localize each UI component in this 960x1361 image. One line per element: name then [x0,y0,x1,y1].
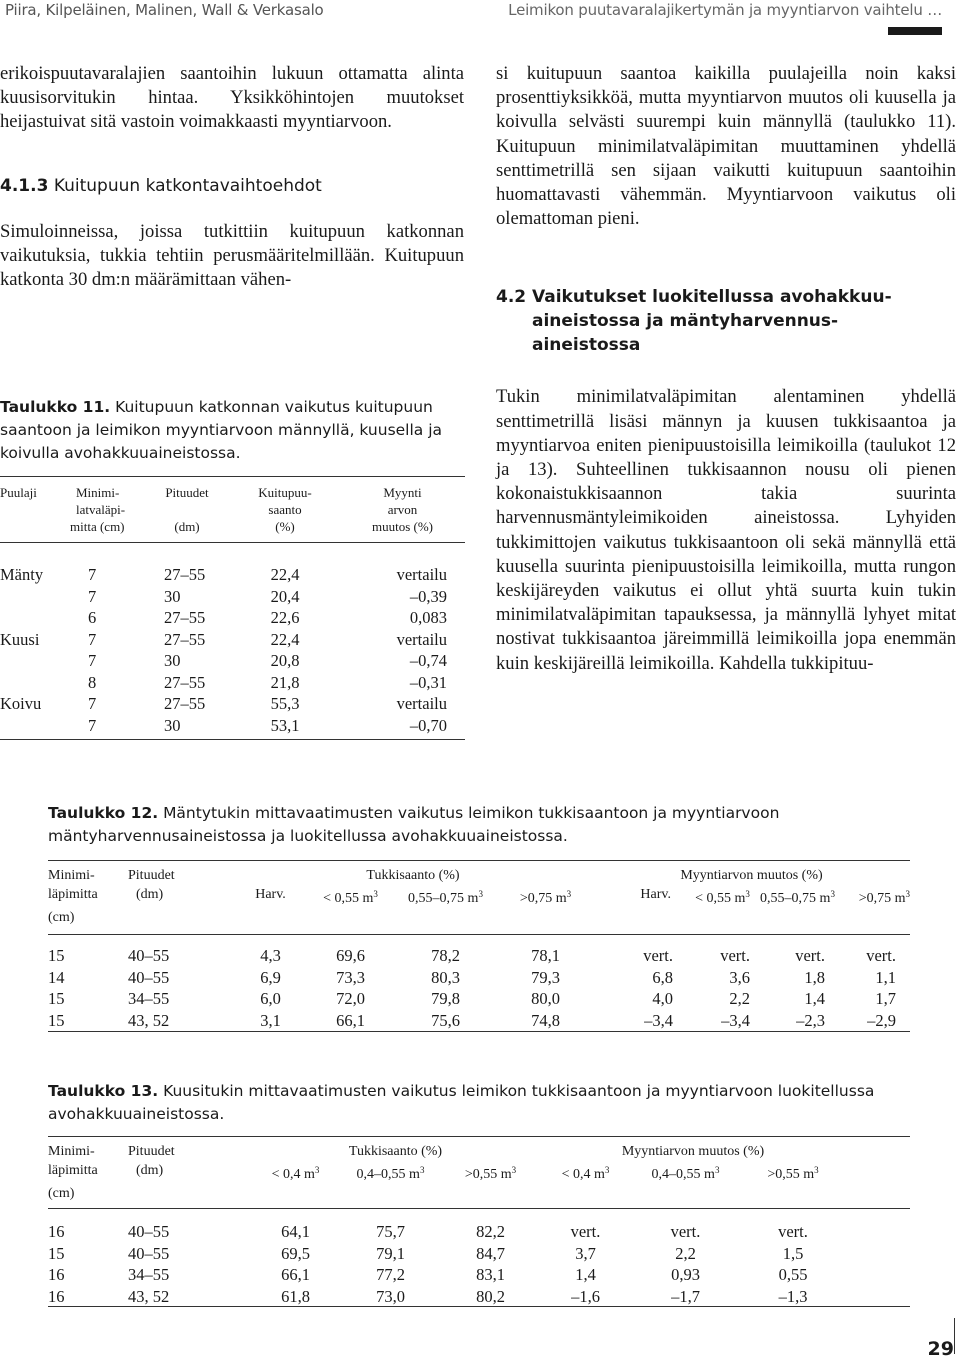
table-row: 14 40–55 6,9 73,3 80,3 79,3 6,8 3,6 1,8 1,1 [48,967,896,987]
header-col-large: >0,75 $m^3$ [519,889,572,906]
header-col-large-2: >0,55 $m^3$ [767,1165,819,1182]
section-number: 4.2 [496,287,527,308]
header-group-log-yield: Tukkisaanto (%) [366,868,460,883]
header-min-diameter: Minimi- latvaläpi- mitta (cm) [70,485,126,534]
header-col-small-2: < 0,55 $m^3$ [695,889,750,906]
table-row: 7 30 53,1 –0,70 [88,715,447,735]
header-lengths: Pituudet [128,868,175,883]
table-row: 7 30 20,8 –0,74 [88,651,447,670]
table-row: 16 40–55 64,1 75,7 82,2 vert. vert. vert. [48,1222,808,1241]
header-value-change: Myynti arvon muutos (%) [371,485,434,534]
table-row: 6 27–55 22,6 0,083 [88,608,447,627]
table-row: 8 27–55 21,8 –0,31 [88,672,447,692]
table-13-header-rule [48,1208,910,1209]
table-caption-text: Kuitupuun katkonnan vaikutus kuitupuun saantoon ja leimikon myyntiarvoon männyllä, kuusella ja koivulla avohakkuuaineistossa. [0,398,443,462]
table-11-header-rule [0,542,465,543]
running-header-title: Leimikon puutavaralajikertymän ja myyntiarvon vaihtelu … [508,1,942,19]
header-group-value-change: Myyntiarvon muutos (%) [680,868,823,883]
table-12-header-rule [48,934,910,935]
header-group-log-yield: Tukkisaanto (%) [348,1144,443,1159]
table-row: 15 43, 52 3,1 66,1 75,6 74,8 –3,4 –3,4 –2,3 –2,9 [48,1010,896,1030]
section-title-line-1: Vaikutukset luokitellussa avohakkuu- [532,287,892,308]
section-title-line-2: aineistossa ja mäntyharvennus- [532,311,839,332]
header-lengths-unit: (dm) [136,1163,164,1178]
table-13-bottom-rule [48,1306,910,1307]
header-fibre-yield: Kuitupuu- saanto (%) [258,485,312,534]
table-row: Koivu 7 27–55 55,3 vertailu [0,694,447,713]
table-label: Taulukko 12. [48,804,159,822]
header-col-medium-2: 0,55–0,75 $m^3$ [760,889,835,906]
section-heading-4-2 [496,285,956,357]
table-row: 15 40–55 4,3 69,6 78,2 78,1 vert. vert. vert. vert. [48,946,896,965]
header-min-diameter: Minimi- [48,1144,95,1159]
table-caption-text: Mäntytukin mittavaatimusten vaikutus leimikon tukkisaantoon ja myyntiarvoon mäntyharvennusaineistossa ja luokitellussa avohakkuuaineistossa. [48,804,780,845]
header-col-medium: 0,4–0,55 $m^3$ [356,1165,425,1182]
header-min-diameter-2: läpimitta [48,1163,98,1178]
header-min-diameter-3: (cm) [48,910,75,925]
page-number-rule [954,1318,955,1354]
header-bar [888,27,942,35]
table-11-bottom-rule [0,739,465,740]
header-min-diameter-2: läpimitta [48,887,98,902]
table-13-block [48,1080,928,1126]
header-col-small: < 0,55 $m^3$ [323,889,378,906]
table-12 [48,866,910,1031]
header-col-medium: 0,55–0,75 $m^3$ [408,889,483,906]
table-label: Taulukko 11. [0,398,111,416]
section-heading-4-1-3 [0,175,464,198]
header-col-small: < 0,4 $m^3$ [271,1165,320,1182]
table-row: 7 30 20,4 –0,39 [88,586,447,606]
header-harv-2: Harv. [640,887,671,902]
section-title-line-3: aineistossa [532,335,641,356]
header-species: Puulaji [0,485,37,500]
header-harv: Harv. [255,887,286,902]
table-12-block [48,802,928,848]
table-11 [0,478,465,736]
header-lengths: Pituudet [128,1144,175,1159]
running-header-authors: Piira, Kilpeläinen, Malinen, Wall & Verkasalo [5,1,324,19]
header-min-diameter-3: (cm) [48,1186,75,1201]
table-13-top-rule [48,1136,910,1137]
header-col-small-2: < 0,4 $m^3$ [561,1165,610,1182]
table-11-block [0,396,468,465]
table-row: 15 34–55 6,0 72,0 79,8 80,0 4,0 2,2 1,4 1,7 [48,989,896,1008]
table-caption-text: Kuusitukin mittavaatimusten vaikutus leimikon tukkisaantoon ja myyntiarvoon luokitellussa avohakkuuaineistossa. [48,1082,875,1123]
header-col-large-2: >0,75 $m^3$ [858,889,910,906]
table-row: 15 40–55 69,5 79,1 84,7 3,7 2,2 1,5 [48,1243,804,1263]
right-para-1: si kuitupuun saantoa kaikilla puulajeilla noin kaksi prosenttiyksikköä, mutta myyntiarvon muutos oli kuusella ja koivulla selvästi suurempi kuin männyllä (taulukko 11). Kuitupuun minimilatvaläpimitan muuttaminen yhdellä senttimetrillä sen sijaan vaikutti kuitupuun saantoihin huomattavasti vähemmän. Myyntiarvoon vaikutus oli olemattoman pieni. [496,63,956,230]
table-11-caption [0,396,468,465]
table-row: Kuusi 7 27–55 22,4 vertailu [0,629,447,649]
table-12-top-rule [48,860,910,861]
left-para-2: Simuloinneissa, joissa tutkittiin kuitupuun katkonnan vaikutuksia, tukkia tehtiin perusmääritelmillään. Kuitupuun katkonta 30 dm:n määrämittaan vähen- [0,220,464,291]
header-lengths-unit: (dm) [136,887,164,902]
section-title: Kuitupuun katkontavaihtoehdot [53,175,322,196]
table-13-caption [48,1080,928,1126]
table-12-caption [48,802,928,848]
header-col-large: >0,55 $m^3$ [464,1165,517,1182]
table-row: 16 34–55 66,1 77,2 83,1 1,4 0,93 0,55 [48,1265,808,1284]
table-13 [48,1142,848,1307]
table-label: Taulukko 13. [48,1082,159,1100]
right-column [496,62,956,676]
left-para-1: erikoispuutavaralajien saantoihin lukuun ottamatta alinta kuusisorvitukin hintaa. Yksikköhintojen muutokset heijastuivat sitä vastoin voimakkaasti myyntiarvoon. [0,63,464,133]
right-para-2: Tukin minimilatvaläpimitan alentaminen yhdellä senttimetrillä lisäsi männyn ja kuusen tukkisaantoa ja myyntiarvoa eniten pienipuustoisilla leimikoilla (taulukot 12 ja 13). Suhteellinen tukkisaannon nousu oli pienen kokonaistukkisaannon takia suurinta harvennusmäntyleimikoiden aineistossa. Lyhyiden tukkimittojen vaikutus tukkisaantoon oli sekä männyllä että kuusella suurinta pienipuustoisilla leimikoilla, mutta rungon keskijäreyden vaikutus ei ollut yhtä suurta kuin tukin minimilatvaläpimitan tapauksessa, ja männyllä lyhyet mitat nostivat tukkisaantoa järeimmillä leimikoilla jopa enemmän kuin keskijäreillä leimikoilla. Kahdella tukkipituu- [496,386,956,674]
table-row: Mänty 7 27–55 22,4 vertailu [0,565,447,584]
left-column [0,62,464,292]
header-col-medium-2: 0,4–0,55 $m^3$ [651,1165,720,1182]
section-number: 4.1.3 [0,175,49,196]
table-row: 16 43, 52 61,8 73,0 80,2 –1,6 –1,7 –1,3 [48,1286,808,1306]
table-11-top-rule [0,476,465,477]
header-min-diameter: Minimi- [48,868,95,883]
header-group-value-change: Myyntiarvon muutos (%) [621,1144,765,1159]
table-12-bottom-rule [48,1031,910,1032]
header-lengths: Pituudet (dm) [165,485,209,534]
page-number: 29 [927,1338,954,1360]
